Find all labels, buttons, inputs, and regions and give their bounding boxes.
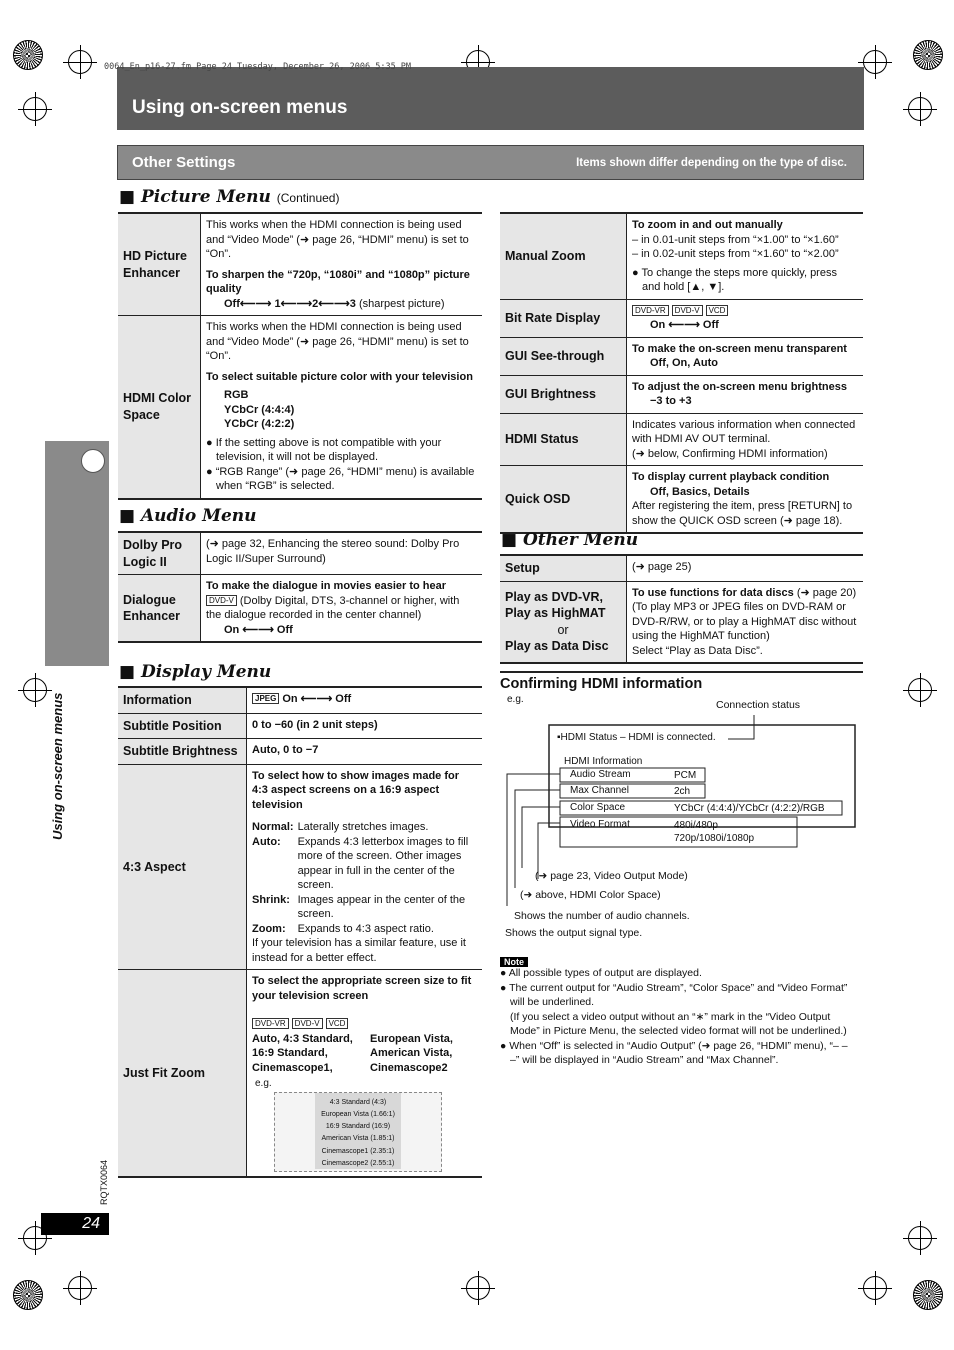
video-format-value-2: 720p/1080i/1080p xyxy=(674,833,755,844)
color-space-label: Color Space xyxy=(570,802,626,813)
play-as-dvd-vr: Play as DVD-VR, xyxy=(505,589,603,604)
crosshair-icon xyxy=(908,97,932,121)
just-fit-zoom-label: Just Fit Zoom xyxy=(118,970,247,1178)
disc-tag: JPEG xyxy=(252,693,279,704)
quick-osd-desc xyxy=(627,466,864,534)
crosshair-icon xyxy=(466,1276,490,1300)
picture-menu-title: Picture Menu xyxy=(140,187,271,207)
hdpe-intro: This works when the HDMI connection is being used and “Video Mode” (➜ page 26, “HDMI” menu) is set to “On”. xyxy=(206,219,469,260)
zoom-option: Auto, 4:3 Standard, xyxy=(252,1032,353,1045)
dialogue-enhancer-desc xyxy=(201,575,483,643)
dialogue-bold: To make the dialogue in movies easier to hear xyxy=(206,580,447,592)
diagram-label: 16:9 Standard (16:9) xyxy=(325,1123,391,1131)
crosshair-icon xyxy=(68,50,92,74)
zoom-diagram xyxy=(274,1092,442,1172)
hd-picture-enhancer-desc xyxy=(201,213,483,316)
zoom-option: 16:9 Standard, xyxy=(252,1047,328,1059)
note-bullet-cont: (If you select a video output without an “∗” mark in the “Video Output Mode” in Picture Menu, the selected video format will not be underlined.) xyxy=(510,1010,847,1037)
option-ycbcr-422: YCbCr (4:2:2) xyxy=(224,418,295,430)
table-row xyxy=(500,555,863,581)
manual-zoom-desc: To zoom in and out manually – in 0.01-unit steps from “×1.00” to “×1.60” – in 0.02-unit steps from “×1.60” to “×2.00” ● To change the steps more quickly, press and hold [▲, ▼]. xyxy=(627,213,864,299)
confirming-rule xyxy=(500,671,863,673)
gui-brightness-label: GUI Brightness xyxy=(500,375,627,413)
diagram-label: American Vista (1.85:1) xyxy=(321,1135,395,1143)
aspect-term: Normal: xyxy=(252,821,294,833)
note-list: ● All possible types of output are displayed. ● The current output for “Audio Stream”, “Color Space” and “Video Format” will be underlined. (If you select a video output without an “∗” mark in the “Video Output Mode” in Picture Menu, the selected video format will not be underlined.) ● When “Off” is selected in “Audio Output” (➜ page 26, “HDMI” menu), “– – –” will be displayed in “Audio Stream” and “Max Channel”. xyxy=(500,966,856,1068)
play-as-highmat: Play as HighMAT xyxy=(505,606,606,621)
dolby-pro-logic-desc: (➜ page 32, Enhancing the stereo sound: Dolby Pro Logic II/Super Surround) xyxy=(201,532,483,575)
just-fit-zoom-desc xyxy=(247,970,483,1178)
manual-zoom-line: – in 0.01-unit steps from “×1.00” to “×1.60” xyxy=(632,233,839,246)
bit-rate-label: Bit Rate Display xyxy=(500,299,627,337)
eg-label: e.g. xyxy=(255,1078,272,1089)
file-meta-line: 0064_En_p16-27.fm Page 24 Tuesday, December 26, 2006 5:35 PM xyxy=(104,62,412,72)
hdmi-color-space-label: HDMI Color Space xyxy=(118,316,201,499)
video-format-label: Video Format xyxy=(570,819,630,830)
crosshair-icon xyxy=(68,1276,92,1300)
disc-tag: DVD-V xyxy=(672,305,703,316)
audio-menu-table xyxy=(118,531,482,643)
note-label: Note xyxy=(500,957,528,967)
hdmi-status-label: HDMI Status xyxy=(500,413,627,466)
registration-sunburst-icon xyxy=(913,40,943,70)
or-label: or xyxy=(557,622,569,637)
quick-osd-value: Off, Basics, Details xyxy=(650,485,750,498)
play-as-desc xyxy=(627,581,864,663)
aspect-term-desc: Expands 4:3 letterbox images to fill more of the screen. Other images appear in full in the center of the screen. xyxy=(297,835,469,891)
other-menu-table xyxy=(500,554,863,664)
section-bar xyxy=(117,145,864,180)
picture-menu-heading: ■ Picture Menu (Continued) xyxy=(119,187,340,207)
doc-code: RQTX0064 xyxy=(99,1159,109,1205)
table-row xyxy=(500,466,863,534)
dialogue-text: (Dolby Digital, DTS, 3-channel or higher, with the dialogue recorded in the center channel) xyxy=(206,594,460,621)
play-as-select: Select “Play as Data Disc”. xyxy=(632,644,763,657)
aspect-footer: If your television has a similar feature, use it instead for a better effect. xyxy=(252,937,466,964)
disc-tag: DVD-V xyxy=(206,595,237,606)
aspect-bold: To select how to show images made for 4:3 aspect screens on a 16:9 aspect television xyxy=(252,769,460,811)
hd-picture-enhancer-label: HD Picture Enhancer xyxy=(118,213,201,316)
page-number-box xyxy=(41,1213,109,1235)
gui-see-bold: To make the on-screen menu transparent xyxy=(632,342,847,355)
aspect-term: Shrink: xyxy=(252,893,290,906)
gui-see-through-desc xyxy=(627,337,864,375)
subtitle-position-value: 0 to −60 (in 2 unit steps) xyxy=(247,713,483,739)
table-row xyxy=(500,337,863,375)
table-row xyxy=(118,687,482,713)
play-as-ref: (➜ page 20) xyxy=(796,586,857,599)
table-row xyxy=(118,739,482,765)
table-row xyxy=(500,213,863,299)
max-channel-value: 2ch xyxy=(674,786,691,797)
hdmi-color-bullet: “RGB Range” (➜ page 26, “HDMI” menu) is available when “RGB” is selected. xyxy=(215,465,475,492)
manual-zoom-label: Manual Zoom xyxy=(500,213,627,299)
note-bullet: When “Off” is selected in “Audio Output” (➜ page 26, “HDMI” menu), “– – –” will be displayed in “Audio Stream” and “Max Channel”. xyxy=(509,1039,848,1066)
aspect-desc xyxy=(247,764,483,970)
picture-menu-right-table xyxy=(500,212,863,534)
audio-stream-value: PCM xyxy=(674,770,697,781)
dialogue-cycle: On ⟵⟶ Off xyxy=(224,623,293,636)
sidebar-label: Using on-screen menus xyxy=(50,692,65,840)
aspect-term-desc: Images appear in the center of the screen. xyxy=(297,893,466,920)
table-row xyxy=(118,764,482,970)
hdmi-status-text: Indicates various information when connected with HDMI AV OUT terminal. xyxy=(632,418,856,445)
hdmi-color-bullet: If the setting above is not compatible with your television, it will not be displayed. xyxy=(215,436,442,463)
zoom-option: Cinemascope1, xyxy=(252,1061,333,1074)
section-title: Other Settings xyxy=(132,154,236,171)
table-row xyxy=(118,575,482,643)
sidebar-tab xyxy=(45,441,109,666)
crosshair-icon xyxy=(863,1276,887,1300)
gui-brightness-bold: To adjust the on-screen menu brightness xyxy=(632,380,847,393)
other-menu-heading: ■ Other Menu xyxy=(501,530,639,550)
section-note: Items shown differ depending on the type of disc. xyxy=(576,157,847,169)
manual-zoom-bold: To zoom in and out manually xyxy=(632,219,783,231)
crosshair-icon xyxy=(908,1226,932,1250)
table-row xyxy=(118,713,482,739)
aspect-term-desc: Expands to 4:3 aspect ratio. xyxy=(297,922,434,935)
display-menu-heading: ■ Display Menu xyxy=(119,662,272,682)
table-row xyxy=(118,970,482,1178)
audio-menu-title: Audio Menu xyxy=(140,506,257,526)
gui-brightness-value: −3 to +3 xyxy=(650,395,692,407)
table-row xyxy=(118,316,482,499)
confirming-heading: Confirming HDMI information xyxy=(500,676,703,692)
max-channel-label: Max Channel xyxy=(570,785,629,796)
crosshair-icon xyxy=(23,678,47,702)
gui-see-value: Off, On, Auto xyxy=(650,357,719,369)
page-header xyxy=(117,67,864,130)
gui-brightness-desc xyxy=(627,375,864,413)
zoom-option: European Vista, xyxy=(370,1032,453,1045)
other-menu-title: Other Menu xyxy=(522,530,639,550)
subtitle-brightness-label: Subtitle Brightness xyxy=(118,739,247,765)
setup-label: Setup xyxy=(500,555,627,581)
registration-sunburst-icon xyxy=(13,1280,43,1310)
color-space-value: YCbCr (4:4:4)/YCbCr (4:2:2)/RGB xyxy=(674,803,825,814)
table-row xyxy=(118,532,482,575)
play-as-data-disc: Play as Data Disc xyxy=(505,639,609,654)
table-row xyxy=(500,413,863,466)
information-value xyxy=(247,687,483,713)
crosshair-icon xyxy=(908,678,932,702)
disc-tag: VCD xyxy=(326,1018,349,1029)
continued-label: (Continued) xyxy=(276,191,340,205)
setup-desc: (➜ page 25) xyxy=(627,555,864,581)
disc-icon xyxy=(81,449,105,473)
hdpe-cycle-note: (sharpest picture) xyxy=(358,297,445,310)
quick-osd-text: After registering the item, press [RETURN] to show the QUICK OSD screen (➜ page 18). xyxy=(632,500,853,527)
gui-see-through-label: GUI See-through xyxy=(500,337,627,375)
quick-osd-bold: To display current playback condition xyxy=(632,471,830,483)
crosshair-icon xyxy=(23,97,47,121)
diagram-label: European Vista (1.66:1) xyxy=(321,1110,395,1118)
table-row xyxy=(118,213,482,316)
disc-tag: DVD-VR xyxy=(632,305,669,316)
registration-sunburst-icon xyxy=(913,1280,943,1310)
play-as-label xyxy=(500,581,627,663)
table-row xyxy=(500,299,863,337)
dolby-pro-logic-label: Dolby Pro Logic II xyxy=(118,532,201,575)
information-cycle: On ⟵⟶ Off xyxy=(282,693,352,705)
table-row xyxy=(500,581,863,663)
status-line-text: HDMI Status – HDMI is connected. xyxy=(560,732,716,743)
hdmi-status-ref: (➜ below, Confirming HDMI information) xyxy=(632,447,828,460)
diagram-label: Cinemascope2 (2.55:1) xyxy=(321,1159,395,1167)
hdmi-color-intro: This works when the HDMI connection is being used and “Video Mode” (➜ page 26, “HDMI” menu) is set to “On”. xyxy=(206,321,469,362)
video-format-value: 480i/480p xyxy=(674,820,718,831)
disc-tag: DVD-VR xyxy=(252,1018,289,1029)
note-bullet: The current output for “Audio Stream”, “Color Space” and “Video Format” will be underlined. xyxy=(509,981,848,1008)
callout-signal-type: Shows the output signal type. xyxy=(505,927,643,939)
bit-rate-cycle: On ⟵⟶ Off xyxy=(650,319,719,331)
diagram-label: Cinemascope1 (2.35:1) xyxy=(321,1147,395,1155)
disc-tag: VCD xyxy=(706,305,729,316)
hdmi-color-bold: To select suitable picture color with your television xyxy=(206,370,473,383)
disc-tag: DVD-V xyxy=(292,1018,323,1029)
picture-menu-table xyxy=(118,212,482,500)
just-fit-bold: To select the appropriate screen size to fit your television screen xyxy=(252,975,472,1002)
play-as-bold: To use functions for data discs xyxy=(632,586,794,599)
connection-status-label: Connection status xyxy=(716,699,801,711)
display-menu-table xyxy=(118,686,482,1178)
info-title: HDMI Information xyxy=(564,756,643,767)
page-number: 24 xyxy=(82,1215,100,1232)
registration-sunburst-icon xyxy=(13,40,43,70)
note-bullet: All possible types of output are displayed. xyxy=(508,967,702,979)
zoom-option: Cinemascope2 xyxy=(370,1061,448,1074)
callout-color-space: (➜ above, HDMI Color Space) xyxy=(520,889,661,901)
callout-video-output: (➜ page 23, Video Output Mode) xyxy=(535,870,688,882)
aspect-term-desc: Laterally stretches images. xyxy=(297,821,429,833)
status-line: ▪HDMI Status – HDMI is connected. xyxy=(557,732,716,743)
aspect-term: Auto: xyxy=(252,835,281,848)
option-rgb: RGB xyxy=(224,389,249,401)
aspect-label: 4:3 Aspect xyxy=(118,764,247,970)
hdmi-status-desc xyxy=(627,413,864,466)
audio-menu-heading: ■ Audio Menu xyxy=(119,506,257,526)
audio-stream-label: Audio Stream xyxy=(570,769,631,780)
table-row xyxy=(500,375,863,413)
subtitle-position-label: Subtitle Position xyxy=(118,713,247,739)
dialogue-enhancer-label: Dialogue Enhancer xyxy=(118,575,201,643)
crosshair-icon xyxy=(863,50,887,74)
manual-zoom-bullet: To change the steps more quickly, press and hold [▲, ▼]. xyxy=(641,266,837,293)
hdpe-bold: To sharpen the “720p, “1080i” and “1080p” picture quality xyxy=(206,268,470,295)
option-ycbcr-444: YCbCr (4:4:4) xyxy=(224,403,295,416)
play-as-text: (To play MP3 or JPEG files on DVD-RAM or DVD-R/RW, or to play a HighMAT disc without using the HighMAT function) xyxy=(632,601,857,642)
information-label: Information xyxy=(118,687,247,713)
aspect-options xyxy=(252,820,477,936)
manual-zoom-line: – in 0.02-unit steps from “×1.60” to “×2.00” xyxy=(632,248,839,260)
page-title: Using on-screen menus xyxy=(132,97,348,118)
subtitle-brightness-value: Auto, 0 to −7 xyxy=(247,739,483,765)
eg-label: e.g. xyxy=(507,694,524,705)
diagram-label: 4:3 Standard (4:3) xyxy=(329,1098,387,1106)
bit-rate-desc xyxy=(627,299,864,337)
quick-osd-label: Quick OSD xyxy=(500,466,627,534)
zoom-option: American Vista, xyxy=(370,1047,453,1059)
hdpe-cycle: Off⟵⟶ 1⟵⟶2⟵⟶3 xyxy=(224,297,356,310)
display-menu-title: Display Menu xyxy=(140,662,272,682)
hdmi-color-space-desc: This works when the HDMI connection is being used and “Video Mode” (➜ page 26, “HDMI” menu) is set to “On”. To select suitable picture color with your television RGB YCbCr (4:4:4) YCbCr (4:2:2) ● If the setting above is not compatible with your television, it will not be displayed. ● “RGB Range” (➜ page 26, “HDMI” menu) is available when “RGB” is selected. xyxy=(201,316,483,499)
callout-channels: Shows the number of audio channels. xyxy=(514,910,690,922)
aspect-term: Zoom: xyxy=(252,922,286,935)
